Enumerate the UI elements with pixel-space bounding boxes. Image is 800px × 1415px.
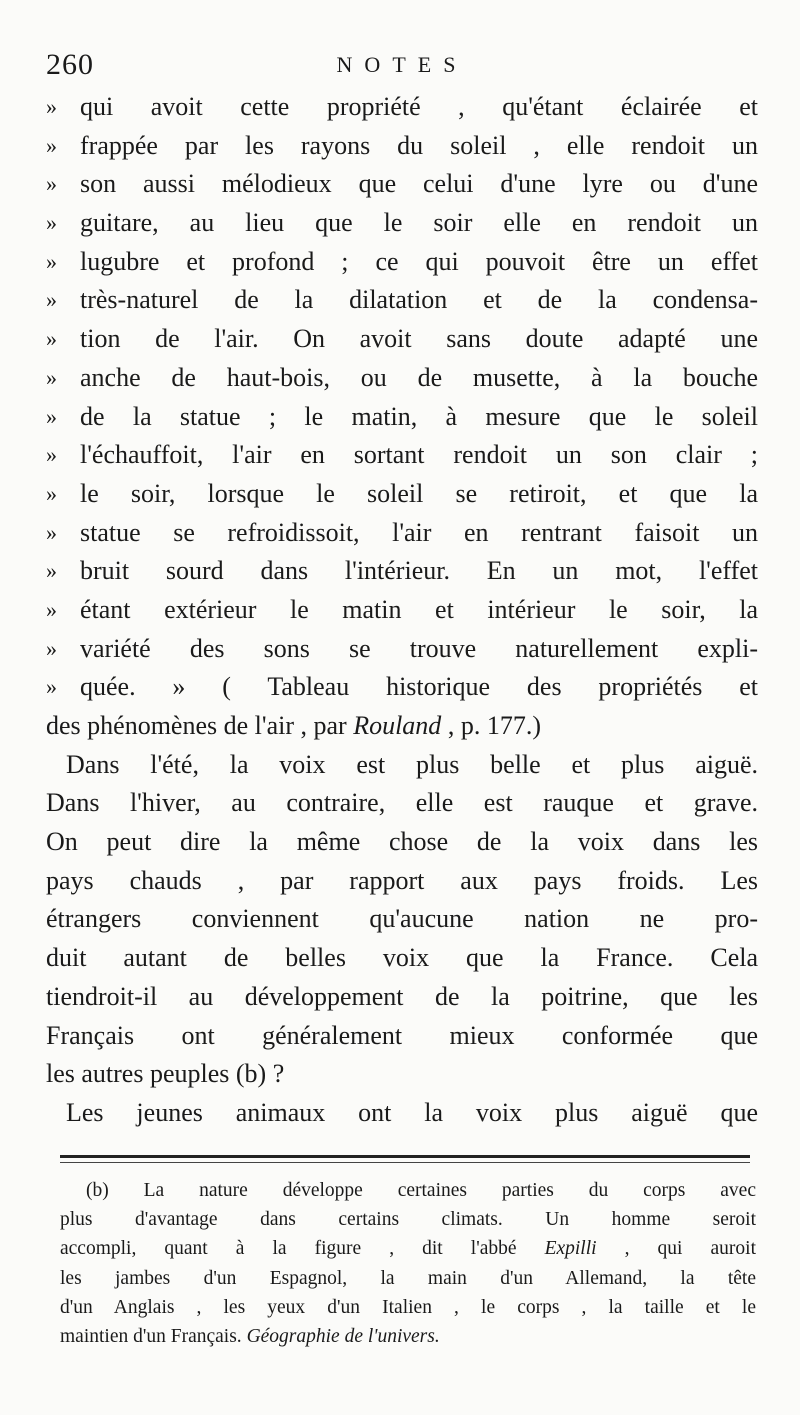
quote-line: » anche de haut-bois, ou de musette, à la bouche [46,359,758,398]
quote-line: » guitare, au lieu que le soir elle en rendoit un [46,204,758,243]
quote-line: » le soir, lorsque le soleil se retiroit, et que la [46,475,758,514]
page-header [46,48,758,88]
source-citation-line: des phénomènes de l'air , par Rouland , p. 177.) [46,711,541,740]
paragraph-line: Dans l'hiver, au contraire, elle est rauque et grave. [46,788,758,818]
paragraph-line: étrangers conviennent qu'aucune nation ne pro- [46,904,758,934]
quote-line: » très-naturel de la dilatation et de la condensa- [46,281,758,320]
quote-mark: » [46,403,57,429]
quote-line: » étant extérieur le matin et intérieur le soir, la [46,591,758,630]
paragraph-line: Les jeunes animaux ont la voix plus aiguë que [66,1097,758,1127]
footnote-line: d'un Anglais , les yeux d'un Italien , le corps , la taille et le [60,1296,756,1318]
paragraph-line: les autres peuples (b) ? [46,1059,285,1089]
quote-mark: » [46,132,57,158]
paragraph-line: pays chauds , par rapport aux pays froids. Les [46,865,758,895]
quote-line: » quée. » ( Tableau historique des propriétés et [46,668,758,707]
quote-mark: » [46,248,57,274]
quote-line: » bruit sourd dans l'intérieur. En un mot, l'effet [46,552,758,591]
quote-mark: » [46,210,57,236]
quote-line: » tion de l'air. On avoit sans doute adapté une [46,320,758,359]
running-title: NOTES [336,52,468,77]
footnote-line: (b) La nature développe certaines parties du corps avec [86,1180,756,1201]
footnote-line: accompli, quant à la figure , dit l'abbé Expilli , qui auroit [60,1238,757,1260]
footnote-line: les jambes d'un Espagnol, la main d'un Allemand, la tête [60,1267,756,1289]
quote-line: » l'échauffoit, l'air en sortant rendoit un son clair ; [46,436,758,475]
quote-line: » de la statue ; le matin, à mesure que le soleil [46,398,758,437]
quote-mark: » [46,596,57,622]
page-number: 260 [46,48,94,81]
footnote-rule [60,1155,750,1163]
quote-mark: » [46,442,57,468]
footnote-line: plus d'avantage dans certains climats. Un homme seroit [60,1209,756,1231]
quote-mark: » [46,287,57,313]
quote-line: » frappée par les rayons du soleil , elle rendoit un [46,127,758,166]
quote-mark: » [46,558,57,584]
quote-line: » statue se refroidissoit, l'air en rentrant faisoit un [46,514,758,553]
paragraph-line: tiendroit-il au développement de la poitrine, que les [46,981,758,1011]
quote-mark: » [46,635,57,661]
footnote-line: maintien d'un Français. Géographie de l'univers. [60,1325,440,1347]
paragraph-line: Français ont généralement mieux conformée que [46,1020,758,1050]
quote-line: » variété des sons se trouve naturellement expli- [46,630,758,669]
paragraph-line: duit autant de belles voix que la France. Cela [46,943,758,973]
quote-mark: » [46,674,57,700]
footnote-source-title: Géographie de l'univers. [246,1325,440,1347]
footnote-author: Expilli [544,1238,597,1260]
quote-mark: » [46,519,57,545]
quote-mark: » [46,171,57,197]
paragraph-line: Dans l'été, la voix est plus belle et plus aiguë. [66,749,758,779]
quote-line: » lugubre et profond ; ce qui pouvoit être un effet [46,243,758,282]
quote-mark: » [46,94,57,119]
quote-line: » qui avoit cette propriété , qu'étant éclairée et [46,88,758,127]
footnote [60,1176,756,1351]
source-author: Rouland [353,711,442,740]
quote-mark: » [46,326,57,352]
quote-line: » son aussi mélodieux que celui d'une lyre ou d'une [46,165,758,204]
quote-mark: » [46,364,57,390]
body-text [46,88,758,1133]
quote-mark: » [46,480,57,506]
paragraph-line: On peut dire la même chose de la voix dans les [46,827,758,857]
